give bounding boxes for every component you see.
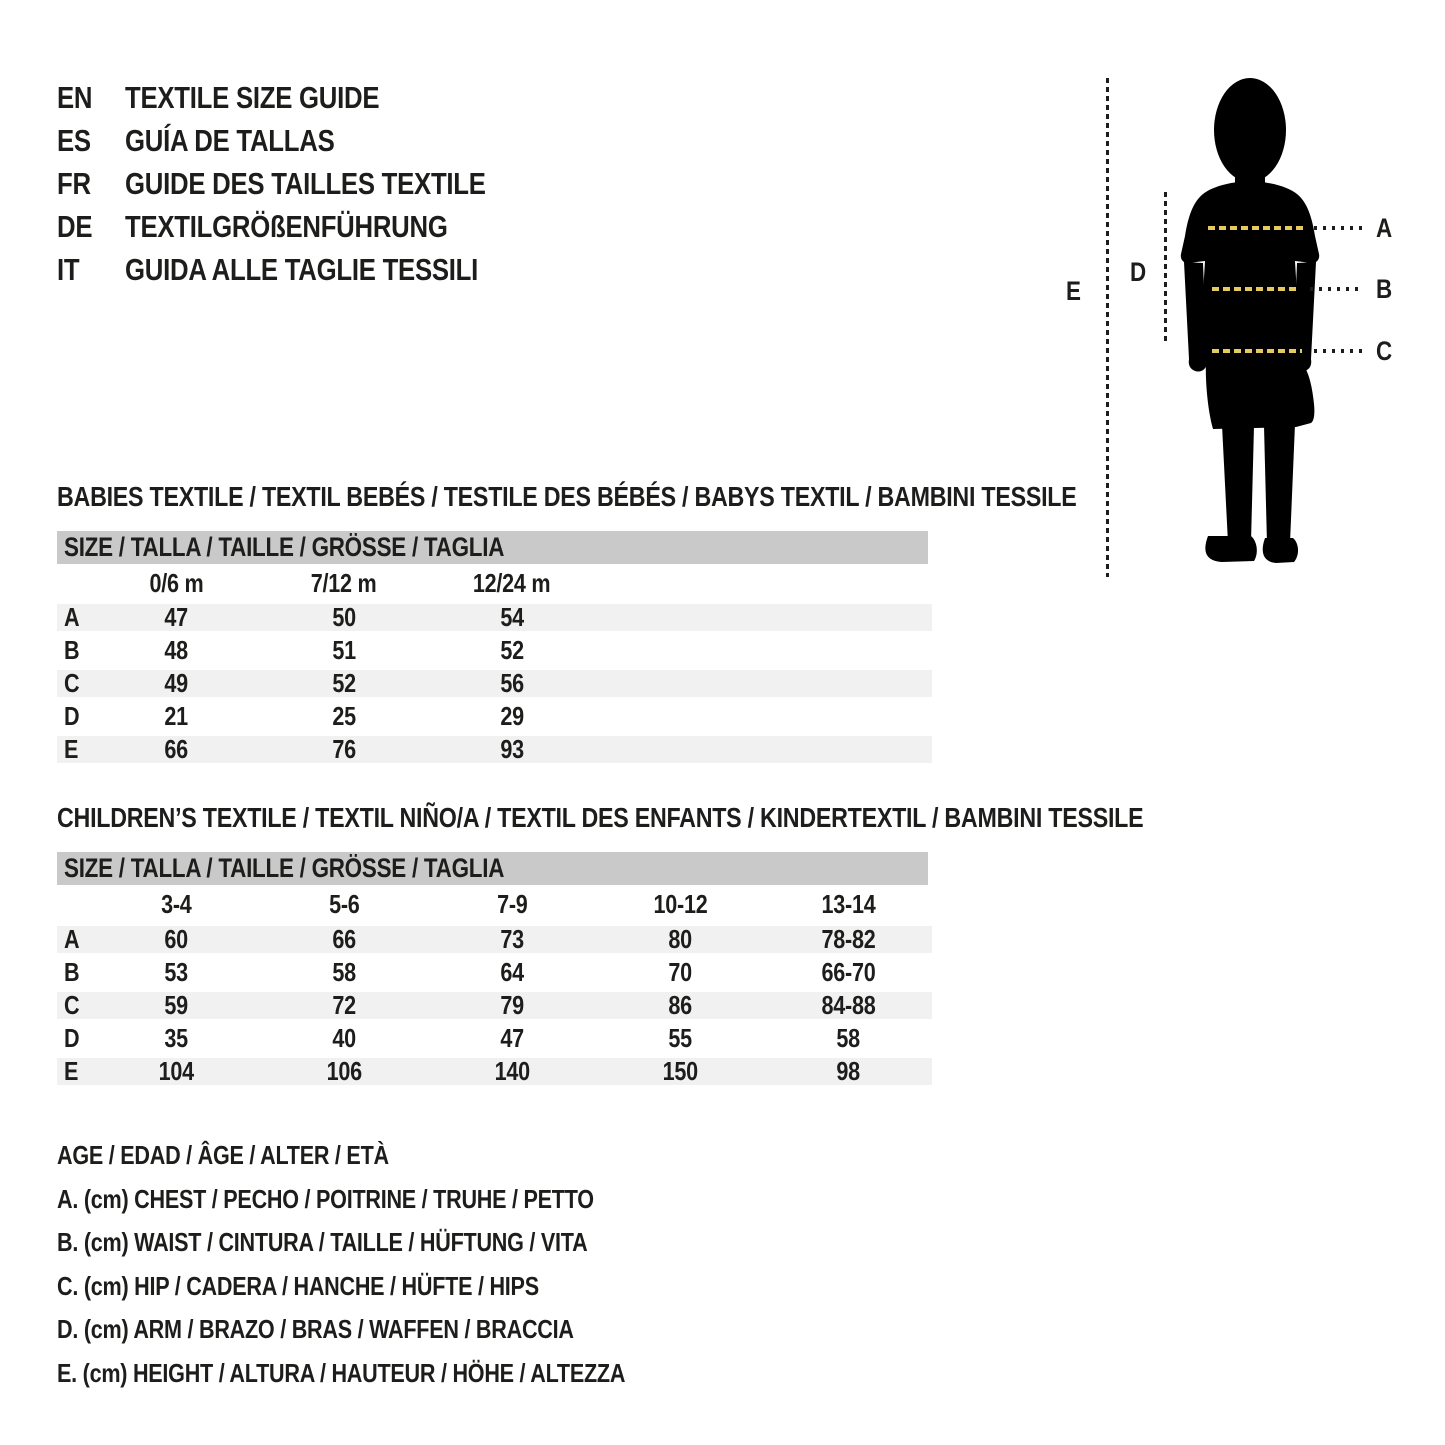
table-row	[57, 601, 932, 634]
table-cell: 25	[332, 701, 356, 731]
legend-line-age: AGE / EDAD / ÂGE / ALTER / ETÀ	[57, 1140, 389, 1170]
row-label: A	[64, 924, 80, 954]
table-row	[57, 1055, 932, 1088]
language-title-list	[57, 76, 560, 291]
table-cell: 84-88	[821, 990, 875, 1020]
column-header: 10-12	[653, 888, 707, 919]
measure-label-a: A	[1376, 213, 1392, 243]
table-cell: 76	[332, 734, 356, 764]
guide-title: TEXTILE SIZE GUIDE	[125, 80, 380, 115]
table-cell: 35	[164, 1023, 188, 1053]
column-header: 7-9	[496, 888, 528, 919]
table-cell: 47	[500, 1023, 524, 1053]
table-cell: 98	[836, 1056, 860, 1086]
language-code: DE	[57, 209, 93, 244]
legend-line-chest: A. (cm) CHEST / PECHO / POITRINE / TRUHE / PETTO	[57, 1183, 594, 1214]
table-cell: 50	[332, 602, 356, 632]
table-row	[57, 667, 932, 700]
row-label: D	[64, 701, 80, 731]
table-cell: 140	[494, 1056, 530, 1086]
table-cell: 93	[500, 734, 524, 764]
table-cell: 106	[326, 1056, 362, 1086]
column-header: 7/12 m	[311, 567, 377, 598]
row-label: D	[64, 1023, 80, 1053]
table-cell: 60	[164, 924, 188, 954]
measure-label-d: D	[1130, 257, 1146, 287]
legend-line-height: E. (cm) HEIGHT / ALTURA / HAUTEUR / HÖHE / ALTEZZA	[57, 1357, 626, 1388]
table-cell: 21	[164, 701, 188, 731]
waist-measure-line-b	[1212, 287, 1300, 291]
measurement-legend	[57, 1134, 742, 1395]
language-row-en	[57, 76, 560, 119]
table-cell: 53	[164, 957, 188, 987]
language-row-de	[57, 205, 560, 248]
table-row	[57, 1022, 932, 1055]
table-cell: 73	[500, 924, 524, 954]
column-header: 0/6 m	[149, 567, 203, 598]
table-cell: 104	[158, 1056, 194, 1086]
children-section-heading: CHILDREN’S TEXTILE / TEXTIL NIÑO/A / TEXTIL DES ENFANTS / KINDERTEXTIL / BAMBINI TESSILE	[57, 802, 1144, 833]
table-row	[57, 989, 932, 1022]
legend-line-hip: C. (cm) HIP / CADERA / HANCHE / HÜFTE / HIPS	[57, 1270, 539, 1301]
babies-size-header-bar: SIZE / TALLA / TAILLE / GRÖSSE / TAGLIA	[57, 531, 928, 564]
table-cell: 56	[500, 668, 524, 698]
table-cell: 51	[332, 635, 356, 665]
table-cell: 48	[164, 635, 188, 665]
chest-measure-line-a-leader	[1314, 226, 1364, 230]
table-row	[57, 923, 932, 956]
measure-label-e: E	[1066, 276, 1081, 306]
row-label: E	[64, 734, 79, 764]
table-cell: 70	[668, 957, 692, 987]
table-row	[57, 733, 932, 766]
column-header: 5-6	[328, 888, 360, 919]
language-row-it	[57, 248, 560, 291]
language-row-es	[57, 119, 560, 162]
hip-measure-line-c-leader	[1314, 349, 1364, 353]
table-cell: 29	[500, 701, 524, 731]
table-cell: 59	[164, 990, 188, 1020]
babies-section-heading: BABIES TEXTILE / TEXTIL BEBÉS / TESTILE DES BÉBÉS / BABYS TEXTIL / BAMBINI TESSILE	[57, 481, 1077, 512]
language-code: IT	[57, 252, 80, 287]
table-cell: 40	[332, 1023, 356, 1053]
language-row-fr	[57, 162, 560, 205]
table-cell: 52	[500, 635, 524, 665]
table-row	[57, 700, 932, 733]
measure-label-b: B	[1376, 274, 1392, 304]
table-cell: 49	[164, 668, 188, 698]
measure-label-c: C	[1376, 336, 1392, 366]
babies-column-header-row	[57, 566, 932, 600]
table-cell: 86	[668, 990, 692, 1020]
language-code: ES	[57, 123, 91, 158]
legend-line-waist: B. (cm) WAIST / CINTURA / TAILLE / HÜFTUNG / VITA	[57, 1227, 588, 1257]
guide-title: GUÍA DE TALLAS	[125, 123, 335, 158]
guide-title: TEXTILGRÖßENFÜHRUNG	[125, 209, 448, 244]
table-cell: 58	[836, 1023, 860, 1053]
waist-measure-line-b-leader	[1310, 287, 1364, 291]
column-header: 3-4	[160, 888, 192, 919]
row-label: B	[64, 635, 80, 665]
table-cell: 78-82	[821, 924, 875, 954]
row-label: B	[64, 957, 80, 987]
table-cell: 64	[500, 957, 524, 987]
language-code: EN	[57, 80, 93, 115]
children-size-header-bar: SIZE / TALLA / TAILLE / GRÖSSE / TAGLIA	[57, 852, 928, 885]
row-label: C	[64, 668, 80, 698]
hip-measure-line-c	[1212, 349, 1302, 353]
table-cell: 150	[662, 1056, 698, 1086]
row-label: C	[64, 990, 80, 1020]
column-header: 13-14	[821, 888, 875, 919]
children-column-header-row	[57, 887, 932, 921]
table-row	[57, 634, 932, 667]
table-cell: 54	[500, 602, 524, 632]
guide-title: GUIDA ALLE TAGLIE TESSILI	[125, 252, 479, 287]
language-code: FR	[57, 166, 91, 201]
table-cell: 72	[332, 990, 356, 1020]
table-cell: 66	[332, 924, 356, 954]
table-cell: 66	[164, 734, 188, 764]
chest-measure-line-a	[1208, 226, 1306, 230]
table-cell: 55	[668, 1023, 692, 1053]
row-label: E	[64, 1056, 79, 1086]
table-cell: 58	[332, 957, 356, 987]
table-cell: 66-70	[821, 957, 875, 987]
table-row	[57, 956, 932, 989]
legend-line-arm: D. (cm) ARM / BRAZO / BRAS / WAFFEN / BRACCIA	[57, 1314, 574, 1344]
table-cell: 79	[500, 990, 524, 1020]
table-cell: 47	[164, 602, 188, 632]
row-label: A	[64, 602, 80, 632]
table-cell: 52	[332, 668, 356, 698]
table-cell: 80	[668, 924, 692, 954]
column-header: 12/24 m	[473, 567, 551, 598]
guide-title: GUIDE DES TAILLES TEXTILE	[125, 166, 486, 201]
